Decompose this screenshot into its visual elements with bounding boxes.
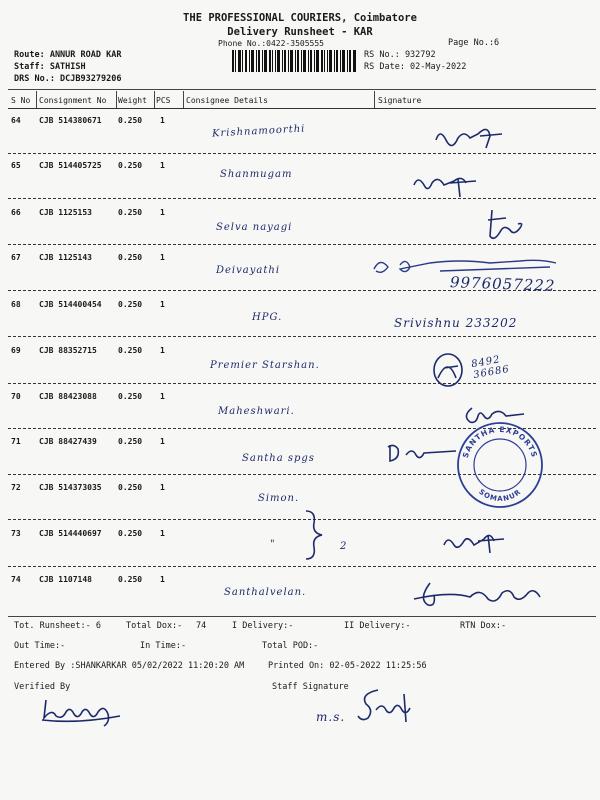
page-number: Page No.:6 [448,38,500,48]
consignee-handwriting: HPG. [252,312,283,323]
rtn-dox: RTN Dox:- [460,621,507,631]
row-pcs: 1 [160,483,165,492]
row-sno: 66 [11,208,21,217]
in-time: In Time:- [140,641,187,651]
row-pcs: 1 [160,300,165,309]
phone-handwriting: 9976057222 [449,273,556,295]
drs-number: DRS No.: DCJB93279206 [14,74,122,84]
row-rule [8,244,596,245]
table-row [0,116,600,167]
row-consignment: CJB 514440697 [39,529,102,538]
svg-text:SANTHA EXPORTS [461,425,539,459]
row-weight: 0.250 [118,208,143,217]
stamp-top-text: SANTHA EXPORTS [460,424,540,459]
total-dox-value: 74 [196,621,207,631]
tot-runsheet: Tot. Runsheet:- 6 [14,621,101,631]
header-rule [8,89,596,90]
ditto-handwriting: " [270,539,276,550]
row-weight: 0.250 [118,116,143,125]
route-label: Route: ANNUR ROAD KAR [14,50,122,60]
col-sno: S No [11,96,31,105]
row-weight: 0.250 [118,253,143,262]
row-sno: 71 [11,437,21,446]
row-consignment: CJB 88427439 [39,437,97,446]
row-weight: 0.250 [118,437,143,446]
col-divider [36,91,37,108]
entered-by: Entered By :SHANKARKAR 05/02/2022 11:20:20 AM [14,661,245,671]
row-weight: 0.250 [118,529,143,538]
barcode-icon [232,50,356,72]
signature-handwriting: Srivishnu 233202 [394,316,518,330]
col-consignee: Consignee Details [186,96,268,105]
table-row [0,575,600,626]
row-rule [8,198,596,199]
stamp-bottom-text: SOMANUR [477,487,523,504]
staff-label: Staff: SATHISH [14,62,86,72]
col-divider [183,91,184,108]
row-weight: 0.250 [118,575,143,584]
row-pcs: 1 [160,208,165,217]
signature-mark [384,439,464,469]
staff-signature-label: Staff Signature [272,682,349,692]
row-sno: 72 [11,483,21,492]
verified-by: Verified By [14,682,71,692]
row-consignment: CJB 514405725 [39,161,102,170]
row-pcs: 1 [160,116,165,125]
col-consignment: Consignment No [39,96,107,105]
consignee-handwriting: Shanmugam [220,169,293,180]
footer-rule [8,616,596,617]
col-divider [116,91,117,108]
row-pcs: 1 [160,392,165,401]
table-row [0,346,600,397]
consignee-handwriting: Simon. [258,493,300,504]
row-consignment: CJB 1107148 [39,575,92,584]
row-pcs: 1 [160,437,165,446]
printed-on: Printed On: 02-05-2022 11:25:56 [268,661,427,671]
col-weight: Weight [118,96,147,105]
out-time: Out Time:- [14,641,66,651]
row-weight: 0.250 [118,483,143,492]
signature-mark [410,167,480,201]
row-weight: 0.250 [118,346,143,355]
row-consignment: CJB 514380671 [39,116,102,125]
row-consignment: CJB 1125143 [39,253,92,262]
row-weight: 0.250 [118,392,143,401]
total-pod: Total POD:- [262,641,319,651]
rs-number: RS No.: 932792 [364,50,436,60]
ii-delivery: II Delivery:- [344,621,411,631]
signature-mark [484,206,534,246]
row-consignment: CJB 88352715 [39,346,97,355]
row-pcs: 1 [160,253,165,262]
row-consignment: CJB 514400454 [39,300,102,309]
rs-date: RS Date: 02-May-2022 [364,62,467,72]
col-pcs: PCS [156,96,171,105]
count-handwriting: 2 [340,541,348,552]
table-row [0,253,600,304]
table-row [0,208,600,259]
document-title: Delivery Runsheet - KAR [227,26,373,38]
signature-mark [438,527,508,557]
row-sno: 67 [11,253,21,262]
brace-mark [300,507,330,563]
consignee-handwriting: Maheshwari. [218,406,295,417]
col-divider [154,91,155,108]
company-title: THE PROFESSIONAL COURIERS, Coimbatore [183,12,417,24]
staff-signature [352,684,416,726]
phone-handwriting: 8492 36686 [470,354,511,382]
column-rule [8,108,596,109]
consignee-handwriting: Premier Starshan. [210,360,320,371]
svg-text:SOMANUR [477,488,523,503]
consignee-handwriting: Santhalvelan. [224,587,307,598]
verifier-signature [38,694,128,728]
row-sno: 73 [11,529,21,538]
company-stamp [455,420,545,510]
row-sno: 70 [11,392,21,401]
row-pcs: 1 [160,161,165,170]
consignee-handwriting: Krishnamoorthi [211,123,306,140]
signature-mark [428,348,472,392]
row-weight: 0.250 [118,161,143,170]
row-consignment: CJB 88423088 [39,392,97,401]
row-rule [8,290,596,291]
table-row [0,300,600,351]
row-rule [8,383,596,384]
total-dox-label: Total Dox:- [126,621,183,631]
col-divider [374,91,375,108]
consignee-handwriting: Santha spgs [242,453,315,464]
consignee-handwriting: Selva nayagi [216,222,293,233]
table-row [0,161,600,212]
row-consignment: CJB 514373035 [39,483,102,492]
phone-number: Phone No.:0422-3505555 [218,39,324,48]
ms-handwriting: m.s. [316,710,346,724]
row-weight: 0.250 [118,300,143,309]
row-pcs: 1 [160,346,165,355]
col-signature: Signature [378,96,422,105]
signature-mark [410,579,550,613]
i-delivery: I Delivery:- [232,621,294,631]
row-sno: 74 [11,575,21,584]
row-consignment: CJB 1125153 [39,208,92,217]
row-rule [8,566,596,567]
row-sno: 65 [11,161,21,170]
signature-mark [430,118,510,154]
row-sno: 64 [11,116,21,125]
consignee-handwriting: Deivayathi [216,265,281,276]
row-pcs: 1 [160,529,165,538]
row-sno: 69 [11,346,21,355]
table-row [0,529,600,580]
row-pcs: 1 [160,575,165,584]
row-rule [8,153,596,154]
row-sno: 68 [11,300,21,309]
row-rule [8,336,596,337]
